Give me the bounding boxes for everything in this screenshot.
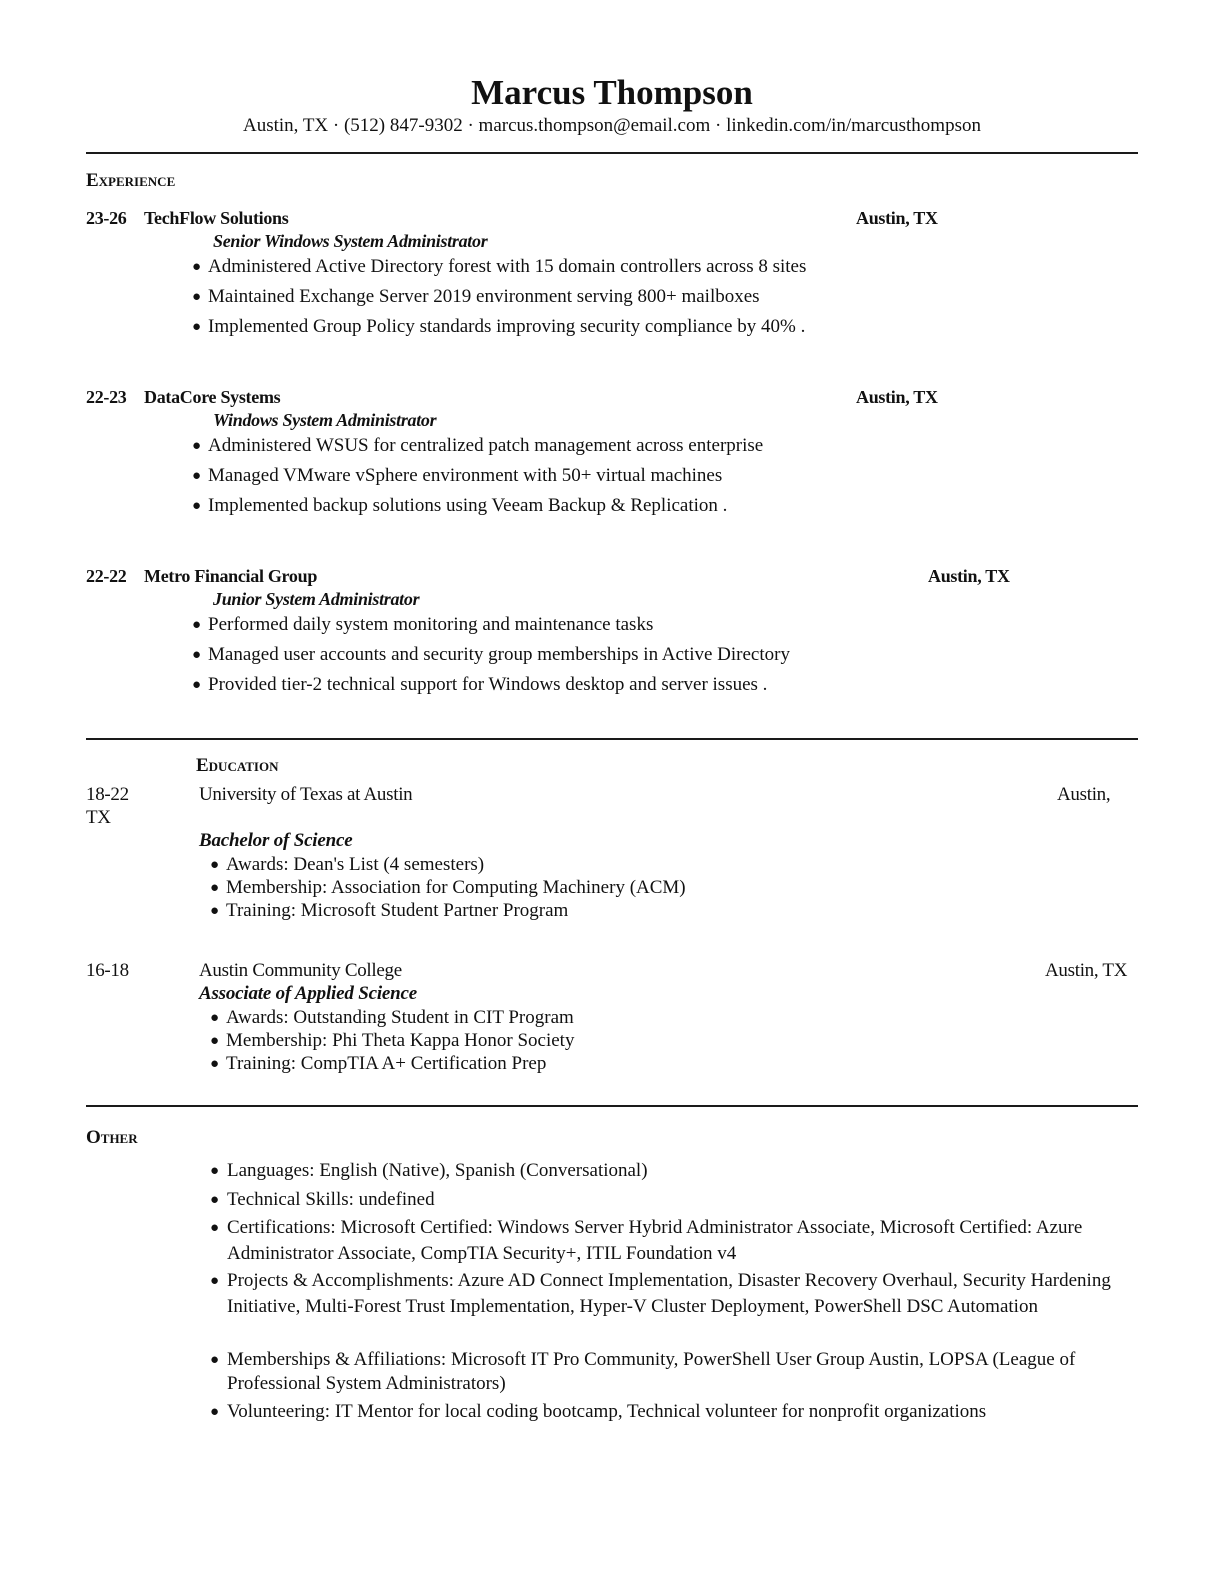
experience-heading: Experience (86, 170, 176, 191)
education-divider (86, 1105, 1138, 1107)
job-dates: 22-22 (86, 566, 127, 586)
contact-line: Austin, TX · (512) 847-9302 · marcus.thompson@email.com · linkedin.com/in/marcusthompson (243, 115, 981, 136)
education-location: Austin, TX (1045, 960, 1128, 981)
education-dates: 18-22 (86, 784, 129, 805)
bullet-icon: ● (192, 289, 202, 305)
job-location: Austin, TX (928, 566, 1010, 586)
education-dates: 16-18 (86, 960, 129, 981)
job-bullet (192, 673, 767, 697)
bullet-text: Performed daily system monitoring and maintenance tasks (208, 614, 654, 635)
bullet-icon: ● (210, 1163, 220, 1179)
bullet-text: Managed user accounts and security group memberships in Active Directory (208, 644, 790, 665)
job-dates: 23-26 (86, 208, 127, 228)
bullet-text: Membership: Phi Theta Kappa Honor Society (226, 1030, 575, 1051)
job-company: DataCore Systems (144, 387, 281, 407)
bullet-text: Awards: Dean's List (4 semesters) (226, 854, 485, 875)
other-bullet (210, 1399, 1147, 1425)
experience-divider (86, 738, 1138, 740)
other-bullet (210, 1158, 1147, 1184)
other-bullet (210, 1187, 1147, 1213)
bullet-text: Membership: Association for Computing Machinery (ACM) (226, 877, 686, 898)
bullet-text: Maintained Exchange Server 2019 environment serving 800+ mailboxes (208, 286, 760, 307)
education-dates-wrap: TX (86, 807, 111, 828)
bullet-text: Memberships & Affiliations: Microsoft IT Pro Community, PowerShell User Group Austin, LOPSA (League of Professional System Administrators) (227, 1349, 1076, 1394)
job-bullet (192, 315, 805, 339)
other-bullet (210, 1268, 1147, 1320)
bullet-icon: ● (210, 857, 220, 873)
job-bullet (192, 494, 727, 518)
bullet-text: Training: Microsoft Student Partner Program (226, 900, 569, 921)
job-bullet (192, 613, 653, 637)
job-bullet (192, 255, 806, 279)
job-bullet (192, 285, 760, 309)
job-bullet (192, 643, 790, 667)
bullet-icon: ● (192, 677, 202, 693)
job-location: Austin, TX (856, 387, 938, 407)
bullet-text: Administered WSUS for centralized patch management across enterprise (208, 435, 764, 456)
bullet-text: Administered Active Directory forest with 15 domain controllers across 8 sites (208, 256, 807, 277)
bullet-icon: ● (192, 468, 202, 484)
bullet-text: Managed VMware vSphere environment with 50+ virtual machines (208, 465, 723, 486)
job-bullet (192, 434, 763, 458)
education-school: University of Texas at Austin (199, 784, 413, 805)
bullet-icon: ● (192, 319, 202, 335)
job-title: Windows System Administrator (213, 410, 437, 430)
bullet-icon: ● (210, 1192, 220, 1208)
bullet-icon: ● (210, 1033, 220, 1049)
bullet-text: Provided tier-2 technical support for Windows desktop and server issues . (208, 674, 768, 695)
job-company: TechFlow Solutions (144, 208, 289, 228)
bullet-icon: ● (192, 259, 202, 275)
education-degree: Bachelor of Science (199, 830, 353, 851)
bullet-text: Technical Skills: undefined (227, 1189, 435, 1210)
candidate-name: Marcus Thompson (471, 73, 753, 112)
education-location: Austin, (1057, 784, 1111, 805)
bullet-text: Languages: English (Native), Spanish (Conversational) (227, 1160, 648, 1181)
bullet-icon: ● (192, 617, 202, 633)
bullet-icon: ● (192, 498, 202, 514)
bullet-icon: ● (210, 1010, 220, 1026)
job-dates: 22-23 (86, 387, 127, 407)
bullet-text: Volunteering: IT Mentor for local coding bootcamp, Technical volunteer for nonprofit organizations (227, 1401, 987, 1422)
bullet-icon: ● (210, 903, 220, 919)
job-location: Austin, TX (856, 208, 938, 228)
education-bullet (210, 1052, 546, 1076)
other-heading: Other (86, 1127, 138, 1148)
education-heading: Education (196, 755, 279, 776)
education-bullet (210, 1006, 574, 1030)
job-title: Junior System Administrator (213, 589, 420, 609)
bullet-text: Certifications: Microsoft Certified: Windows Server Hybrid Administrator Associate, Microsoft Certified: Azure Administrator Associate, CompTIA Security+, ITIL Foundation v4 (227, 1217, 1083, 1264)
education-bullet (210, 876, 686, 900)
education-degree: Associate of Applied Science (199, 983, 417, 1004)
education-bullet (210, 899, 568, 923)
bullet-icon: ● (210, 1404, 220, 1420)
bullet-icon: ● (192, 647, 202, 663)
bullet-text: Projects & Accomplishments: Azure AD Connect Implementation, Disaster Recovery Overhaul, Security Hardening Initiative, Multi-Forest Trust Implementation, Hyper-V Cluster Deployment, PowerShell DSC Automation (227, 1270, 1111, 1317)
other-bullet (210, 1348, 1147, 1396)
other-bullet (210, 1215, 1147, 1267)
job-bullet (192, 464, 722, 488)
bullet-text: Training: CompTIA A+ Certification Prep (226, 1053, 547, 1074)
education-bullet (210, 1029, 574, 1053)
bullet-icon: ● (210, 1352, 220, 1368)
bullet-icon: ● (192, 438, 202, 454)
education-bullet (210, 853, 484, 877)
job-company: Metro Financial Group (144, 566, 318, 586)
job-title: Senior Windows System Administrator (213, 231, 488, 251)
bullet-text: Implemented Group Policy standards improving security compliance by 40% . (208, 316, 806, 337)
bullet-icon: ● (210, 1273, 220, 1289)
education-school: Austin Community College (199, 960, 402, 981)
bullet-text: Awards: Outstanding Student in CIT Program (226, 1007, 574, 1028)
bullet-icon: ● (210, 1056, 220, 1072)
bullet-icon: ● (210, 880, 220, 896)
bullet-text: Implemented backup solutions using Veeam Backup & Replication . (208, 495, 728, 516)
bullet-icon: ● (210, 1220, 220, 1236)
header-divider (86, 152, 1138, 154)
